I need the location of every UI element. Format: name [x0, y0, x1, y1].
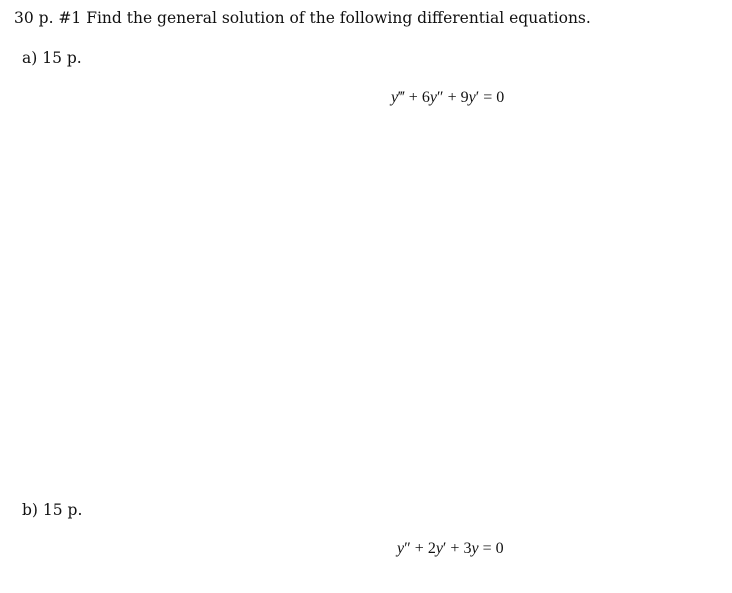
- part-a-equation: y‴ + 6y″ + 9y′ = 0: [391, 89, 505, 106]
- problem-heading: 30 p. #1 Find the general solution of the following differential equations.: [14, 9, 591, 27]
- part-b-equation: y″ + 2y′ + 3y = 0: [397, 540, 504, 557]
- part-a-label: a) 15 p.: [22, 49, 82, 67]
- part-b-label: b) 15 p.: [22, 501, 83, 519]
